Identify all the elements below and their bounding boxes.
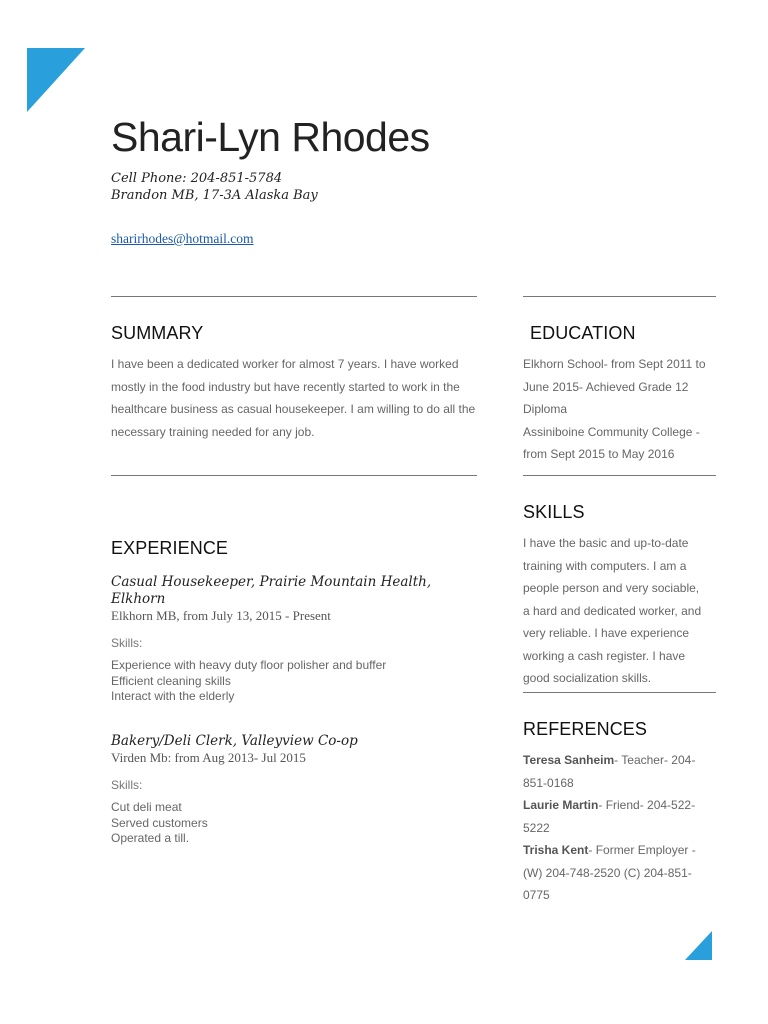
- references-heading: REFERENCES: [523, 719, 648, 739]
- reference-detail: 0775: [523, 888, 550, 902]
- job-location: Virden Mb: from Aug 2013- Jul 2015: [111, 750, 306, 765]
- skills-heading: SKILLS: [523, 502, 585, 522]
- divider: [111, 475, 477, 476]
- phone-line: Cell Phone: 204-851-5784: [111, 171, 283, 186]
- reference-detail: - Teacher- 204-: [614, 753, 696, 767]
- reference-name: Teresa Sanheim: [523, 753, 615, 767]
- summary-text: I have been a dedicated worker for almost 7 years. I have worked mostly in the food industry but have recently started to work in the healthcare business as casual housekeeper. I am willing to do all the necessary training needed for any job.: [111, 357, 476, 439]
- email-link[interactable]: sharirhodes@hotmail.com: [111, 231, 254, 246]
- candidate-name: Shari-Lyn Rhodes: [111, 114, 430, 160]
- divider: [111, 296, 477, 297]
- list-item: Served customers: [111, 815, 208, 830]
- education-line: Assiniboine Community College -: [523, 424, 700, 439]
- skills-line: a hard and dedicated worker, and: [523, 603, 702, 618]
- reference-detail: 851-0168: [523, 775, 574, 790]
- job-location: Elkhorn MB, from July 13, 2015 - Present: [111, 608, 331, 623]
- contact-block: [111, 170, 318, 204]
- list-item: Operated a till.: [111, 831, 190, 845]
- skills-line: I have the basic and up-to-date: [523, 536, 689, 550]
- skills-line: good socialization skills.: [523, 671, 652, 685]
- reference-name: Trisha Kent: [523, 843, 589, 857]
- skills-line: training with computers. I am a: [523, 558, 687, 573]
- skills-line: very reliable. I have experience: [523, 626, 690, 640]
- divider: [523, 296, 716, 297]
- references-list: [523, 749, 723, 907]
- reference-detail: - Friend- 204-522-: [598, 798, 696, 812]
- reference-detail: - Former Employer -: [588, 843, 696, 857]
- skills-line: people person and very sociable,: [523, 581, 700, 595]
- divider: [523, 692, 716, 693]
- corner-triangle-bottom: [685, 931, 712, 960]
- skills-line: working a cash register. I have: [523, 648, 686, 663]
- list-item: Experience with heavy duty floor polisher and buffer: [111, 658, 387, 672]
- reference-name: Laurie Martin: [523, 798, 599, 812]
- skills-text: [523, 532, 723, 690]
- experience-heading: EXPERIENCE: [111, 538, 229, 558]
- job-skills-list: [111, 658, 386, 705]
- education-text: [523, 353, 723, 466]
- reference-detail: 5222: [523, 820, 550, 835]
- reference-item: [523, 749, 723, 772]
- education-line: Diploma: [523, 402, 568, 416]
- corner-triangle-top: [27, 48, 85, 112]
- education-line: Elkhorn School- from Sept 2011 to: [523, 357, 706, 371]
- job-skills-list: [111, 800, 208, 847]
- divider: [523, 475, 716, 476]
- education-heading: EDUCATION: [530, 323, 636, 343]
- list-item: Cut deli meat: [111, 800, 182, 814]
- summary-heading: SUMMARY: [111, 323, 204, 343]
- job-skills-label: Skills:: [111, 778, 143, 792]
- address-line: Brandon MB, 17-3A Alaska Bay: [111, 188, 318, 203]
- reference-item: [523, 794, 723, 817]
- reference-detail: (W) 204-748-2520 (C) 204-851-: [523, 865, 692, 880]
- job-title: Bakery/Deli Clerk, Valleyview Co-op: [111, 733, 358, 749]
- list-item: Interact with the elderly: [111, 689, 235, 703]
- job-skills-label: Skills:: [111, 636, 143, 650]
- reference-item: [523, 839, 723, 862]
- job-title: Casual Housekeeper, Prairie Mountain Health, Elkhorn: [111, 574, 432, 607]
- education-line: June 2015- Achieved Grade 12: [523, 379, 689, 394]
- list-item: Efficient cleaning skills: [111, 673, 231, 688]
- education-line: from Sept 2015 to May 2016: [523, 447, 675, 461]
